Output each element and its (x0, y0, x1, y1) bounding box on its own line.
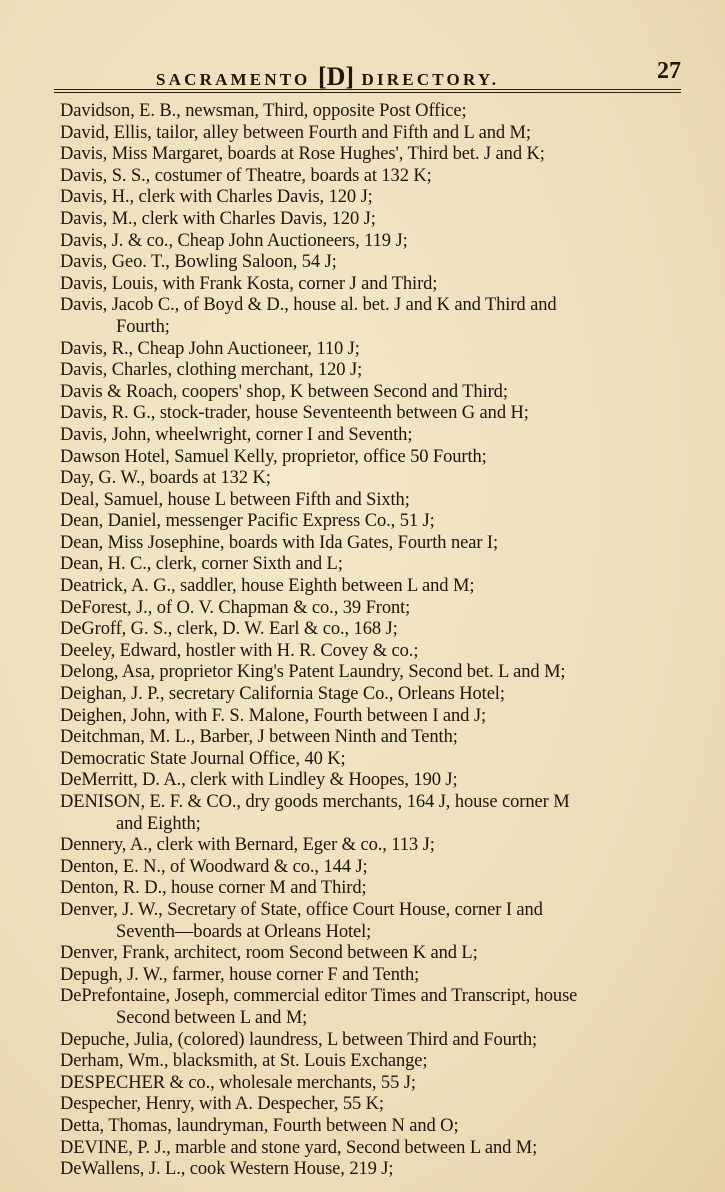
entry-text: Davis, Miss Margaret, boards at Rose Hughes', Third bet. J and K; (60, 144, 545, 165)
directory-entry (60, 187, 681, 209)
entry-text: Davis, Jacob C., of Boyd & D., house al. bet. J and K and Third and (60, 295, 557, 316)
entry-text: Davis, J. & co., Cheap John Auctioneers, 119 J; (60, 230, 408, 251)
entry-text: Dawson Hotel, Samuel Kelly, proprietor, office 50 Fourth; (60, 446, 487, 467)
directory-entry (60, 1051, 681, 1073)
entry-text: David, Ellis, tailor, alley between Fourth and Fifth and L and M; (60, 122, 531, 143)
entry-text: Davis, H., clerk with Charles Davis, 120 J; (60, 187, 373, 208)
directory-entry (60, 339, 681, 361)
directory-entry (60, 360, 681, 382)
running-title (156, 62, 499, 92)
entry-text: Davis, Charles, clothing merchant, 120 J; (60, 360, 363, 381)
directory-entry (60, 576, 681, 598)
entry-text: Depugh, J. W., farmer, house corner F and Tenth; (60, 964, 420, 985)
entry-text: Davidson, E. B., newsman, Third, opposite Post Office; (60, 101, 467, 121)
directory-entry (60, 1159, 681, 1181)
directory-entry (60, 425, 681, 447)
running-title-left: SACRAMENTO (156, 70, 311, 89)
entry-text: Detta, Thomas, laundryman, Fourth between N and O; (60, 1115, 459, 1136)
directory-entry (60, 252, 681, 274)
directory-entry (60, 706, 681, 728)
entry-text: Deal, Samuel, house L between Fifth and Sixth; (60, 489, 410, 510)
entry-text: Deatrick, A. G., saddler, house Eighth between L and M; (60, 576, 475, 597)
entry-text: Delong, Asa, proprietor King's Patent Laundry, Second bet. L and M; (60, 662, 566, 683)
directory-entry (60, 490, 681, 512)
entry-text: Davis, Geo. T., Bowling Saloon, 54 J; (60, 252, 337, 273)
directory-entry (60, 598, 681, 620)
directory-entry (60, 1030, 681, 1052)
directory-entry (60, 684, 681, 706)
entry-text: DeWallens, J. L., cook Western House, 219 J; (60, 1159, 394, 1180)
entry-text: Deighan, J. P., secretary California Stage Co., Orleans Hotel; (60, 684, 505, 705)
entry-text: Dean, Miss Josephine, boards with Ida Gates, Fourth near I; (60, 532, 499, 553)
directory-entry (60, 231, 681, 253)
directory-entry (60, 101, 681, 123)
directory-entry (60, 1073, 681, 1095)
directory-entry (60, 447, 681, 469)
entry-text: DePrefontaine, Joseph, commercial editor Times and Transcript, house (60, 986, 578, 1007)
entry-text: DEVINE, P. J., marble and stone yard, Second between L and M; (60, 1137, 538, 1158)
entry-text: DESPECHER & co., wholesale merchants, 55 J; (60, 1072, 416, 1093)
entry-text: Davis, John, wheelwright, corner I and Seventh; (60, 424, 413, 445)
directory-entry (60, 835, 681, 857)
directory-entry (60, 619, 681, 641)
entry-text: Davis & Roach, coopers' shop, K between Second and Third; (60, 381, 508, 402)
directory-entry (60, 1116, 681, 1138)
entry-text: Deitchman, M. L., Barber, J between Ninth and Tenth; (60, 727, 458, 748)
directory-entry (60, 403, 681, 425)
entry-text: Davis, M., clerk with Charles Davis, 120 J; (60, 208, 376, 229)
entry-text: Derham, Wm., blacksmith, at St. Louis Exchange; (60, 1051, 428, 1072)
entry-continuation: Seventh—boards at Orleans Hotel; (116, 921, 372, 942)
entry-text: Denton, E. N., of Woodward & co., 144 J; (60, 856, 368, 877)
section-letter: [D] (317, 62, 355, 91)
directory-entry (60, 144, 681, 166)
directory-entry (60, 382, 681, 404)
directory-entry (60, 878, 681, 900)
directory-entry (60, 166, 681, 188)
entry-text: Dean, H. C., clerk, corner Sixth and L; (60, 554, 343, 575)
directory-entries (60, 101, 681, 1181)
entry-text: DeGroff, G. S., clerk, D. W. Earl & co., 168 J; (60, 619, 398, 640)
page-number: 27 (657, 58, 681, 84)
entry-text: DENISON, E. F. & CO., dry goods merchants, 164 J, house corner M (60, 792, 570, 812)
entry-text: Davis, Louis, with Frank Kosta, corner J and Third; (60, 273, 438, 294)
directory-entry (60, 770, 681, 792)
directory-entry (60, 749, 681, 771)
entry-text: DeMerritt, D. A., clerk with Lindley & Hoopes, 190 J; (60, 770, 458, 791)
entry-text: Davis, S. S., costumer of Theatre, boards at 132 K; (60, 165, 432, 186)
entry-text: Democratic State Journal Office, 40 K; (60, 748, 346, 769)
directory-entry (60, 511, 681, 533)
directory-entry (60, 641, 681, 663)
directory-entry (60, 943, 681, 965)
directory-entry (60, 295, 681, 338)
entry-text: Denver, Frank, architect, room Second between K and L; (60, 943, 478, 964)
entry-text: Depuche, Julia, (colored) laundress, L between Third and Fourth; (60, 1029, 538, 1050)
entry-text: DeForest, J., of O. V. Chapman & co., 39 Front; (60, 597, 411, 618)
directory-entry (60, 554, 681, 576)
entry-text: Denton, R. D., house corner M and Third; (60, 878, 367, 899)
directory-entry (60, 965, 681, 987)
directory-entry (60, 123, 681, 145)
directory-entry (60, 1138, 681, 1160)
running-title-right: DIRECTORY. (361, 70, 500, 89)
entry-text: Dean, Daniel, messenger Pacific Express Co., 51 J; (60, 511, 435, 532)
entry-text: Denver, J. W., Secretary of State, office Court House, corner I and (60, 899, 543, 920)
directory-entry (60, 1094, 681, 1116)
directory-entry (60, 900, 681, 943)
directory-entry (60, 857, 681, 879)
directory-entry (60, 662, 681, 684)
directory-entry (60, 533, 681, 555)
entry-text: Day, G. W., boards at 132 K; (60, 468, 271, 489)
entry-continuation: Second between L and M; (116, 1007, 308, 1028)
entry-text: Davis, R. G., stock-trader, house Seventeenth between G and H; (60, 403, 529, 424)
entry-continuation: and Eighth; (116, 813, 201, 834)
directory-entry (60, 986, 681, 1029)
directory-entry (60, 727, 681, 749)
directory-entry (60, 792, 681, 835)
entry-text: Deighen, John, with F. S. Malone, Fourth between I and J; (60, 705, 486, 726)
entry-text: Davis, R., Cheap John Auctioneer, 110 J; (60, 338, 360, 359)
entry-text: Deeley, Edward, hostler with H. R. Covey & co.; (60, 640, 419, 661)
directory-entry (60, 468, 681, 490)
directory-entry (60, 274, 681, 296)
entry-text: Dennery, A., clerk with Bernard, Eger & co., 113 J; (60, 835, 435, 856)
entry-text: Despecher, Henry, with A. Despecher, 55 K; (60, 1094, 384, 1115)
directory-entry (60, 209, 681, 231)
page-header (60, 58, 681, 91)
entry-continuation: Fourth; (116, 316, 170, 337)
